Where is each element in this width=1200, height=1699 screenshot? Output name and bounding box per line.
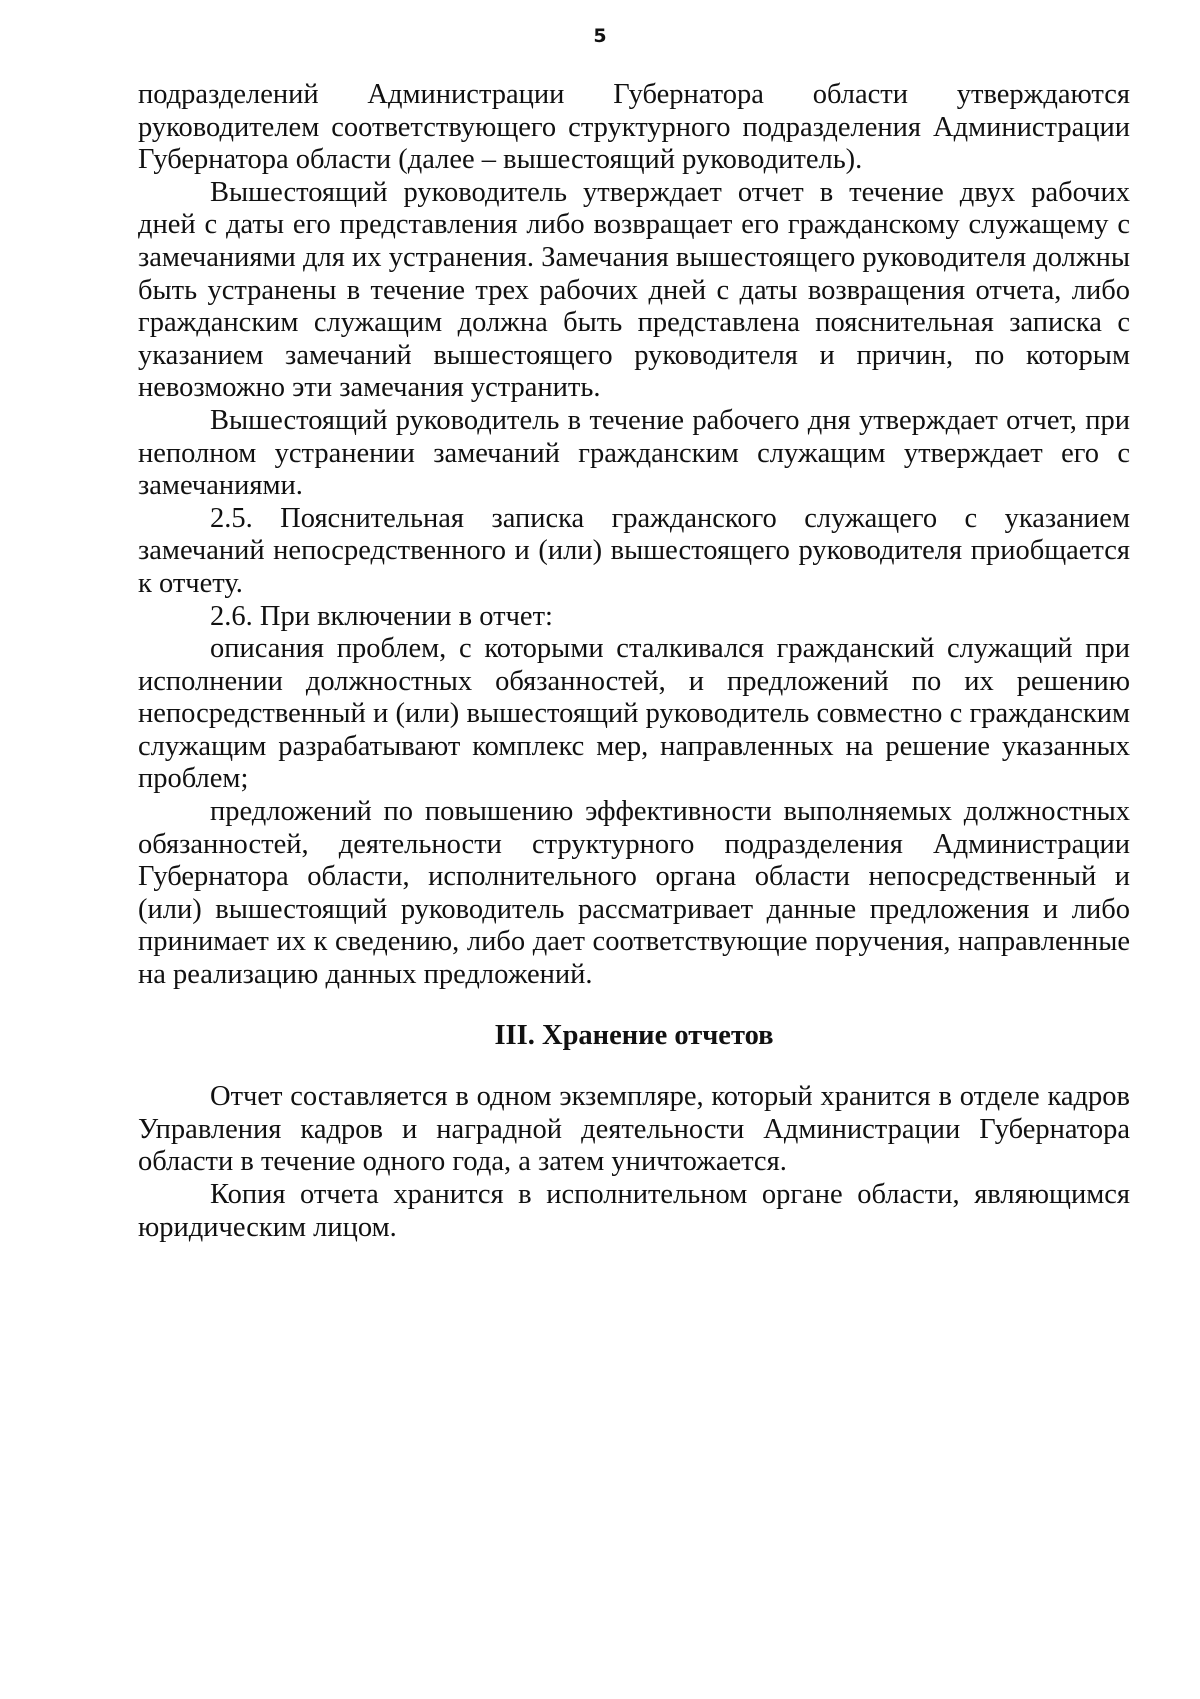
paragraph-storage: Отчет составляется в одном экземпляре, который хранится в отделе кадров Управления кадров и наградной деятельности Администрации Губернатора области в течение одного года, а затем уничтожается.	[138, 1081, 1130, 1178]
paragraph-2-6: 2.6. При включении в отчет:	[210, 600, 553, 632]
document-body	[138, 79, 1130, 1244]
paragraph-proposals: предложений по повышению эффективности выполняемых должностных обязанностей, деятельности структурного подразделения Администрации Губернатора области, исполнительного органа области непосредственный и (или) вышестоящий руководитель рассматривает данные предложения и либо принимает их к сведению, либо дает соответствующие поручения, направленные на реализацию данных предложений.	[138, 796, 1130, 991]
paragraph-approval-remarks: Вышестоящий руководитель в течение рабочего дня утверждает отчет, при неполном устранении замечаний гражданским служащим утверждает его с замечаниями.	[138, 404, 1130, 502]
page-number: 5	[593, 25, 607, 47]
paragraph-approval: Вышестоящий руководитель утверждает отчет в течение двух рабочих дней с даты его представления либо возвращает его гражданскому служащему с замечаниями для их устранения. Замечания вышестоящего руководителя должны быть устранены в течение трех рабочих дней с даты возвращения отчета, либо гражданским служащим должна быть представлена пояснительная записка с указанием замечаний вышестоящего руководителя и причин, по которым невозможно эти замечания устранить.	[138, 176, 1130, 404]
paragraph-2-5: 2.5. Пояснительная записка гражданского служащего с указанием замечаний непосредственного и (или) вышестоящего руководителя приобщается к отчету.	[138, 502, 1130, 599]
section-title: III. Хранение отчетов	[494, 1019, 774, 1051]
paragraph-copy-storage: Копия отчета хранится в исполнительном органе области, являющимся юридическим лицом.	[138, 1179, 1130, 1243]
paragraph-problems: описания проблем, с которыми сталкивался гражданский служащий при исполнении должностных обязанностей, и предложений по их решению непосредственный и (или) вышестоящий руководитель совместно с гражданским служащим разрабатывают комплекс мер, направленных на решение указанных проблем;	[138, 633, 1130, 795]
paragraph-continuation: подразделений Администрации Губернатора области утверждаются руководителем соответствующего структурного подразделения Администрации Губернатора области (далее – вышестоящий руководитель).	[138, 79, 1130, 176]
